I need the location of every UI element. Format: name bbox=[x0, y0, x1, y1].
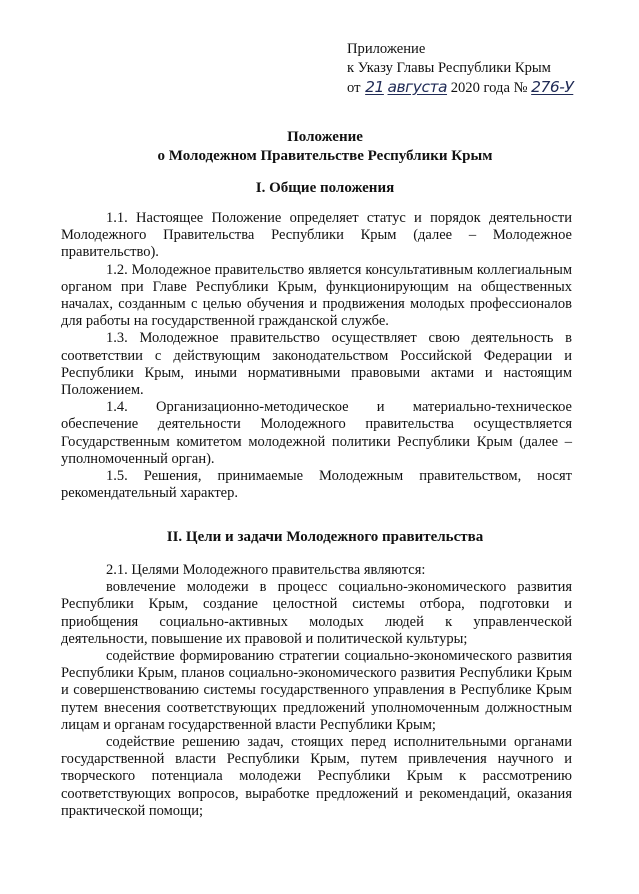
section-2-heading: II. Цели и задачи Молодежного правительства bbox=[166, 529, 484, 545]
decree-date-line bbox=[347, 78, 627, 98]
section-1-heading: I. Общие положения bbox=[255, 180, 395, 196]
appendix-label: Приложение bbox=[347, 41, 426, 57]
paragraph-1-1: 1.1. Настоящее Положение определяет статус и порядок деятельности Молодежного Правительства Республики Крым (далее – Молодежное правительство). bbox=[61, 210, 572, 261]
handwritten-decree-number: 276-У bbox=[531, 78, 574, 96]
paragraph-1-4: 1.4. Организационно-методическое и материально-техническое обеспечение деятельности Молодежного правительства осуществляется Государственным комитетом молодежной политики Республики Крым (далее – уполномоченный орган). bbox=[61, 399, 572, 467]
section-2-body bbox=[61, 562, 572, 820]
decree-year: 2020 года № bbox=[450, 80, 528, 96]
date-prefix: от bbox=[347, 80, 361, 96]
paragraph-2-goal-1: вовлечение молодежи в процесс социально-экономического развития Республики Крым, создание целостной системы отбора, подготовки и приобщения социально-активных молодых людей к управленческой деятельности, повышение их правовой и политической культуры; bbox=[61, 579, 572, 647]
paragraph-2-1: 2.1. Целями Молодежного правительства являются: bbox=[106, 562, 426, 578]
handwritten-month: августа bbox=[387, 78, 448, 96]
decree-reference: к Указу Главы Республики Крым bbox=[347, 60, 551, 76]
document-subtitle: о Молодежном Правительстве Республики Крым bbox=[157, 148, 493, 164]
paragraph-1-5: 1.5. Решения, принимаемые Молодежным правительством, носят рекомендательный характер. bbox=[61, 468, 572, 502]
paragraph-1-2: 1.2. Молодежное правительство является консультативным коллегиальным органом при Главе Республики Крым, функционирующим на общественных началах, созданным с целью обучения и продвижения молодых профессионалов для работы на государственной гражданской службе. bbox=[61, 261, 572, 330]
appendix-header bbox=[347, 40, 627, 98]
paragraph-1-3: 1.3. Молодежное правительство осуществляет свою деятельность в соответствии с действующим законодательством Российской Федерации и Республики Крым, иными нормативными правовыми актами и настоящим Положением. bbox=[61, 330, 572, 399]
paragraph-2-goal-2: содействие формированию стратегии социально-экономического развития Республики Крым, планов социально-экономического развития Республики Крым и совершенствованию системы государственного управления в Республике Крым путем внесения соответствующих предложений уполномоченным должностным лицам и органам государственной власти Республики Крым; bbox=[61, 648, 572, 733]
section-1-body bbox=[61, 210, 572, 502]
paragraph-2-goal-3: содействие решению задач, стоящих перед исполнительными органами государственной власти Республики Крым, путем привлечения научного и творческого потенциала молодежи Республики Крым к рассмотрению соответствующих вопросов, выработке предложений и рекомендаций, оказания практической помощи; bbox=[61, 734, 572, 819]
handwritten-day: 21 bbox=[365, 78, 384, 96]
document-title: Положение bbox=[287, 129, 363, 145]
